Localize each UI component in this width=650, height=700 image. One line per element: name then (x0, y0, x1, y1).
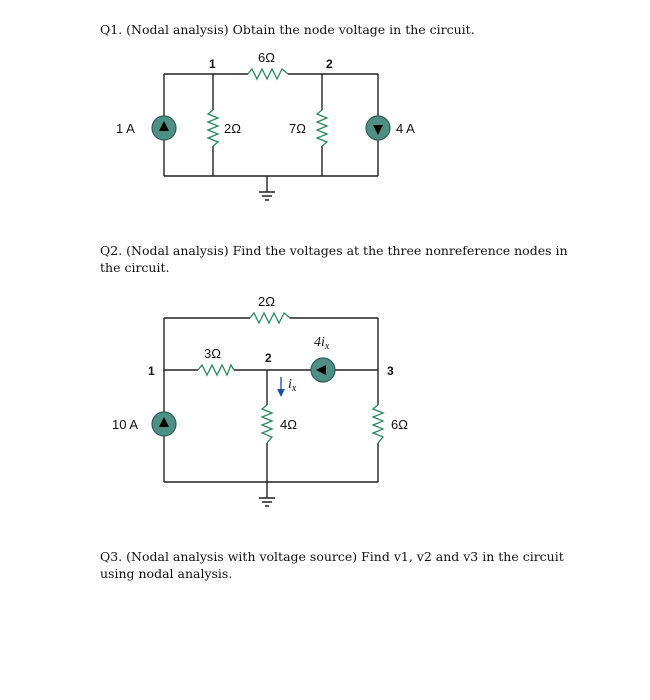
question-3-text: Q3. (Nodal analysis with voltage source) Find v1, v2 and v3 in the circuit using nodal analysis. (100, 549, 564, 581)
c2-resistor-3ohm (198, 365, 234, 375)
c1-4a-label: 4 A (396, 121, 415, 136)
c2-2ohm-label: 2Ω (258, 294, 275, 309)
circuit-2 (112, 294, 408, 506)
c2-6ohm-label: 6Ω (391, 417, 408, 432)
c2-node1-wire (164, 318, 267, 370)
c2-resistor-4ohm (262, 405, 272, 443)
question-1-text: Q1. (Nodal analysis) Obtain the node voltage in the circuit. (100, 22, 475, 37)
c2-node-3-label: 3 (387, 364, 394, 378)
c2-node-2-label: 2 (265, 351, 272, 365)
circuit-1 (116, 50, 415, 200)
c2-ground-icon (259, 482, 275, 506)
c2-current-source-10a (152, 412, 176, 436)
c2-ix-label: $i_x$ (288, 377, 297, 394)
c1-6ohm-label: 6Ω (258, 50, 275, 65)
c2-resistor-2ohm (250, 313, 290, 323)
c1-resistor-6ohm (248, 69, 288, 79)
c1-current-source-4a (366, 116, 390, 140)
c2-dependent-source-4ix (311, 358, 335, 382)
c2-resistor-6ohm (373, 405, 383, 443)
c2-4ohm-label: 4Ω (280, 417, 297, 432)
c1-node-2-label: 2 (326, 57, 333, 71)
question-2-text: Q2. (Nodal analysis) Find the voltages at the three nonreference nodes in the circuit. (100, 243, 568, 275)
c1-7ohm-label: 7Ω (289, 121, 306, 136)
c2-10a-label: 10 A (112, 417, 139, 432)
c1-node-1-label: 1 (209, 57, 216, 71)
c1-1a-label: 1 A (116, 121, 135, 136)
c1-resistor-2ohm (208, 110, 218, 146)
c2-dependent-source-label: $4i_x$ (314, 335, 330, 352)
c1-current-source-1a (152, 116, 176, 140)
c1-resistor-7ohm (317, 110, 327, 146)
c1-2ohm-label: 2Ω (224, 121, 241, 136)
c2-3ohm-label: 3Ω (204, 346, 221, 361)
c1-ground-icon (259, 176, 275, 200)
c2-node-1-label: 1 (148, 364, 155, 378)
